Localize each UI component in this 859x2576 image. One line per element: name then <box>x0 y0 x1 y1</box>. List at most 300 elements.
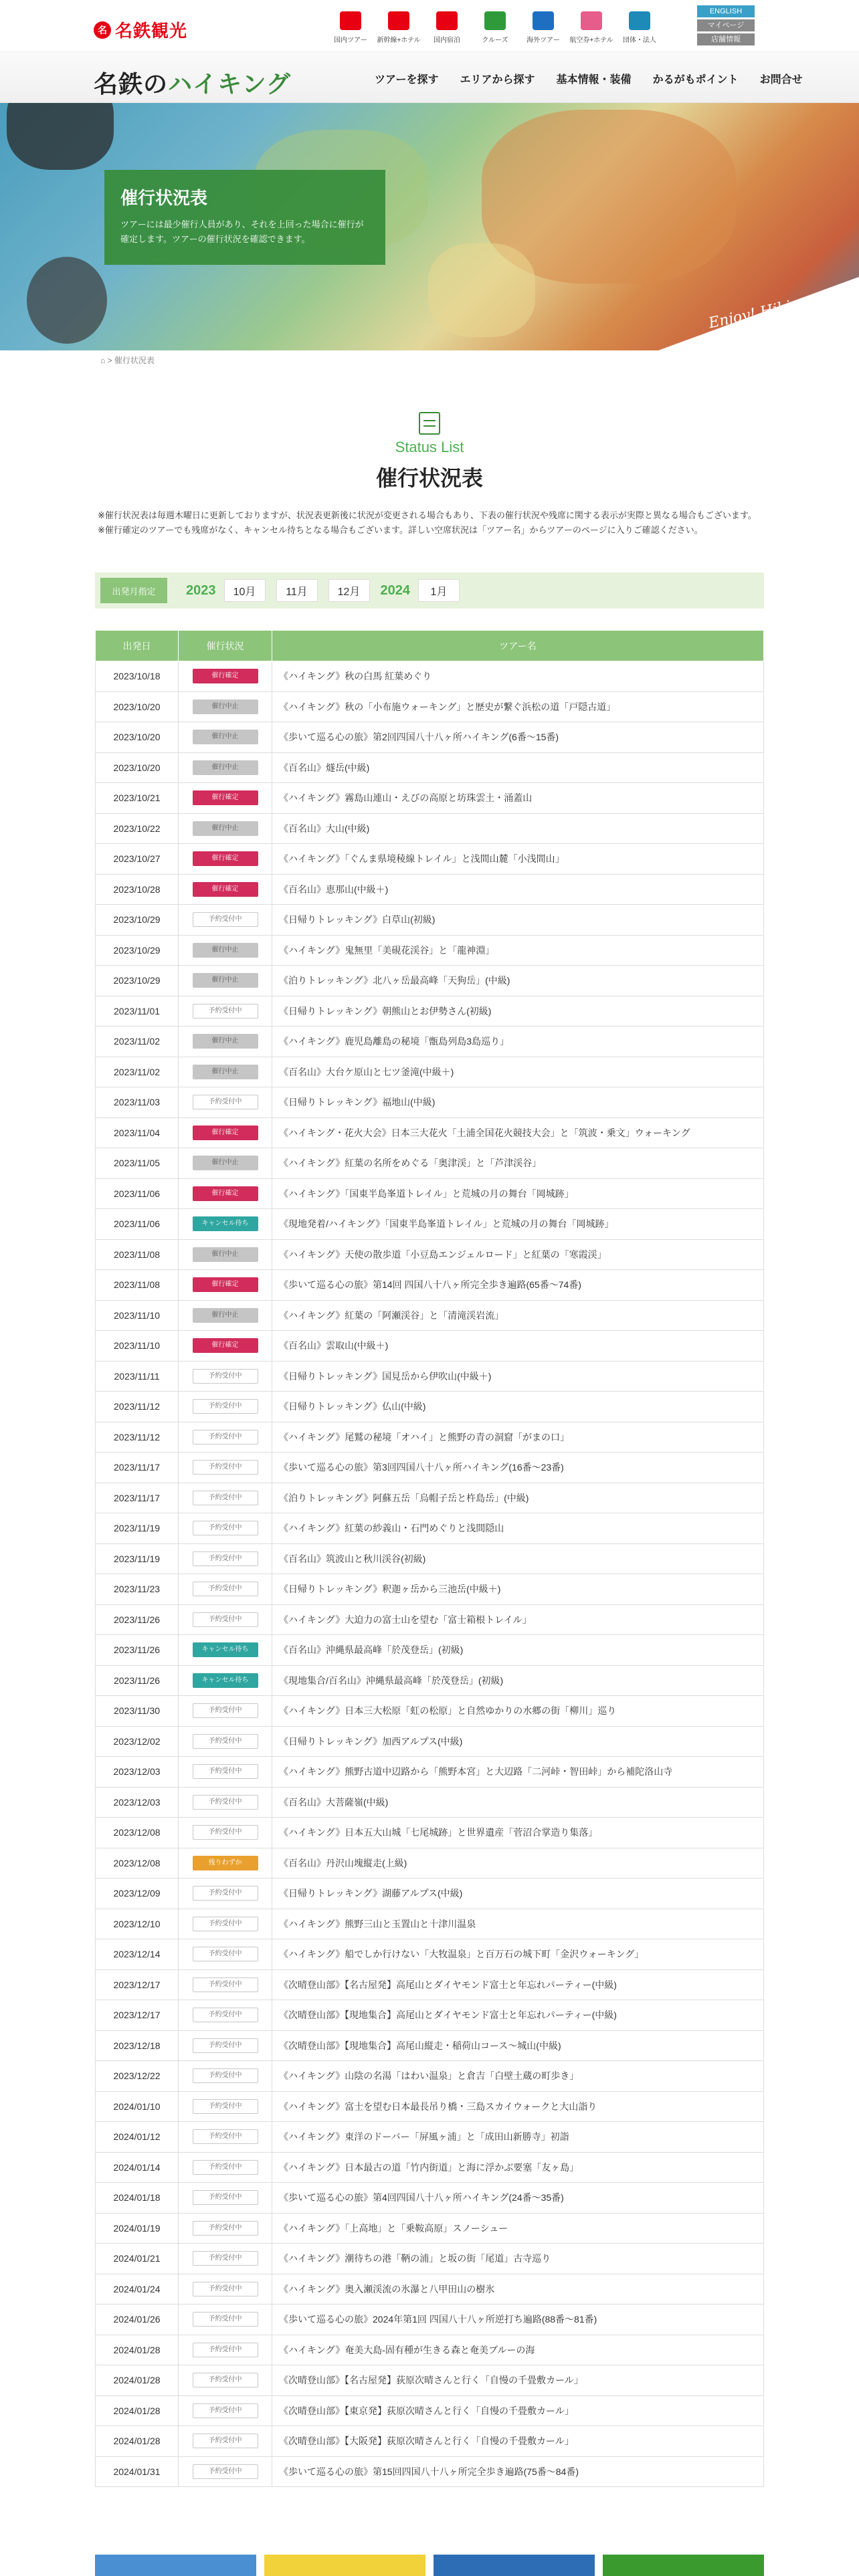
main-nav-link[interactable]: お問合せ <box>759 74 803 86</box>
tour-name-link[interactable]: 《ハイキング》奥入瀬渓流の氷瀑と八甲田山の樹氷 <box>272 2274 764 2304</box>
status-badge: 予約受付中 <box>193 2312 258 2327</box>
tour-name-link[interactable]: 《ハイキング》船でしか行けない「大牧温泉」と百万石の城下町「金沢ウォーキング」 <box>272 1939 764 1970</box>
tour-name-link[interactable]: 《ハイキング》紅葉の紗義山・石門めぐりと浅間隠山 <box>272 1513 764 1544</box>
hero-description: ツアーには最少催行人員があり、それを上回った場合に催行が確定します。ツアーの催行状況を確認できます。 <box>120 219 364 244</box>
status-cell <box>179 2152 272 2183</box>
note-line: ※催行状況表は毎週木曜日に更新しておりますが、状況表更新後に状況が変更される場合もあり、下表の催行状況や残席に関する表示が実際と異なる場合もございます。 <box>98 510 757 520</box>
status-badge: 催行中止 <box>193 1247 258 1262</box>
departure-date: 2024/01/28 <box>96 2335 179 2365</box>
status-badge: 予約受付中 <box>193 2008 258 2022</box>
table-row <box>96 1422 764 1453</box>
tour-name-link[interactable]: 《ハイキング》日本三大松原「虹の松原」と自然ゆかりの水郷の街「柳川」巡り <box>272 1696 764 1727</box>
table-row <box>96 2030 764 2061</box>
status-cell <box>179 1300 272 1331</box>
departure-date: 2023/12/03 <box>96 1787 179 1818</box>
month-button[interactable]: 10月 <box>224 579 266 602</box>
tour-name-link[interactable]: 《日帰りトレッキング》福地山(中級) <box>272 1087 764 1118</box>
tour-name-link[interactable]: 《ハイキング》尾鷲の秘境「オハイ」と熊野の青の洞窟「がまの口」 <box>272 1422 764 1453</box>
tour-name-link[interactable]: 《ハイキング》鹿児島離島の秘境「甑島列島3島巡り」 <box>272 1027 764 1057</box>
status-badge: 予約受付中 <box>193 1551 258 1566</box>
tour-name-link[interactable]: 《百名山》大山(中級) <box>272 813 764 844</box>
tour-name-link[interactable]: 《ハイキング》霧島山連山・えびの高原と坊珠雲土・涌蓋山 <box>272 783 764 814</box>
month-button[interactable]: 11月 <box>276 579 318 602</box>
tour-name-link[interactable]: 《日帰りトレッキング》朝熊山とお伊勢さん(初級) <box>272 996 764 1027</box>
departure-date: 2023/11/11 <box>96 1361 179 1392</box>
table-row <box>96 1574 764 1605</box>
tour-name-link[interactable]: 《ハイキング》鬼無里「美硯花渓谷」と「龍神淵」 <box>272 935 764 966</box>
status-cell <box>179 2426 272 2457</box>
table-row <box>96 1787 764 1818</box>
departure-date: 2024/01/14 <box>96 2152 179 2183</box>
status-badge: 予約受付中 <box>193 2251 258 2266</box>
departure-date: 2023/11/17 <box>96 1453 179 1483</box>
train-icon <box>388 11 409 30</box>
service-nav-label: 新幹線+ホテル <box>377 37 421 44</box>
status-badge: 予約受付中 <box>193 1612 258 1627</box>
status-badge: 催行中止 <box>193 1034 258 1049</box>
note-line: ※催行確定のツアーでも残席がなく、キャンセル待ちとなる場合もございます。詳しい空席状況は「ツアー名」からツアーのページに入りご確認ください。 <box>98 525 703 535</box>
departure-date: 2023/10/22 <box>96 813 179 844</box>
service-nav-item[interactable] <box>471 5 519 48</box>
status-badge: キャンセル待ち <box>193 1673 258 1688</box>
table-row <box>96 1757 764 1788</box>
tour-name-link[interactable]: 《ハイキング》秋の白馬 紅葉めぐり <box>272 661 764 692</box>
main-nav-link[interactable]: ツアーを探す <box>375 74 439 86</box>
tour-name-link[interactable]: 《次晴登山部》【現地集合】高尾山とダイヤモンド富士と年忘れパーティー(中級) <box>272 2000 764 2031</box>
status-cell <box>179 844 272 875</box>
departure-date: 2023/12/14 <box>96 1939 179 1970</box>
building-icon <box>436 11 458 30</box>
status-badge: 予約受付中 <box>193 1521 258 1535</box>
service-nav-label: 団体・法人 <box>623 37 656 44</box>
status-badge: 催行確定 <box>193 669 258 683</box>
departure-date: 2024/01/28 <box>96 2426 179 2457</box>
departure-date: 2023/11/19 <box>96 1543 179 1574</box>
status-cell <box>179 2091 272 2122</box>
departure-date: 2023/11/01 <box>96 996 179 1027</box>
tour-name-link[interactable]: 《ハイキング》日本最古の道「竹内街道」と海に浮かぶ要塞「友ヶ島」 <box>272 2152 764 2183</box>
status-cell <box>179 691 272 722</box>
status-cell <box>179 2274 272 2304</box>
filter-year: 2023 <box>186 582 216 598</box>
status-badge: 催行確定 <box>193 1186 258 1201</box>
departure-date: 2023/12/17 <box>96 2000 179 2031</box>
tour-name-link[interactable]: 《百名山》大台ケ原山と七ツ釜滝(中級＋) <box>272 1057 764 1087</box>
status-cell <box>179 1726 272 1757</box>
table-row <box>96 691 764 722</box>
table-row <box>96 1635 764 1666</box>
departure-date: 2023/11/23 <box>96 1574 179 1605</box>
service-nav-label: 海外ツアー <box>527 37 560 44</box>
status-badge: 予約受付中 <box>193 2343 258 2357</box>
tour-name-link[interactable]: 《泊りトレッキング》北八ヶ岳最高峰「天狗岳」(中級) <box>272 966 764 996</box>
table-row <box>96 1483 764 1513</box>
table-row <box>96 2000 764 2031</box>
status-badge: 催行確定 <box>193 851 258 866</box>
status-cell <box>179 1331 272 1362</box>
table-row <box>96 1909 764 1939</box>
tour-name-link[interactable]: 《歩いて巡る心の旅》第4回四国八十八ヶ所ハイキング(24番〜35番) <box>272 2183 764 2214</box>
status-badge: 予約受付中 <box>193 2403 258 2418</box>
table-row <box>96 1027 764 1057</box>
table-row <box>96 1117 764 1148</box>
hero-banner <box>0 103 859 350</box>
departure-date: 2023/12/22 <box>96 2061 179 2092</box>
hero-title: 催行状況表 <box>120 188 208 208</box>
status-cell <box>179 1818 272 1848</box>
table-row <box>96 1270 764 1301</box>
table-row <box>96 996 764 1027</box>
tour-name-link[interactable]: 《歩いて巡る心の旅》第2回四国八十八ヶ所ハイキング(6番〜15番) <box>272 722 764 753</box>
tour-name-link[interactable]: 《百名山》大菩薩嶺(中級) <box>272 1787 764 1818</box>
table-row <box>96 1087 764 1118</box>
utility-link[interactable]: 店舗情報 <box>697 33 755 45</box>
status-cell <box>179 1178 272 1209</box>
notes <box>98 508 767 538</box>
tour-name-link[interactable]: 《歩いて巡る心の旅》2024年第1回 四国八十八ヶ所逆打ち遍路(88番〜81番) <box>272 2304 764 2335</box>
tour-name-link[interactable]: 《次晴登山部》【現地集合】高尾山縦走・稲荷山コース〜城山(中級) <box>272 2030 764 2061</box>
departure-date: 2023/11/17 <box>96 1483 179 1513</box>
departure-date: 2023/10/29 <box>96 935 179 966</box>
service-nav-label: 国内ツアー <box>334 37 367 44</box>
status-cell <box>179 1543 272 1574</box>
status-badge: 催行中止 <box>193 730 258 744</box>
departure-date: 2023/11/12 <box>96 1392 179 1422</box>
status-cell <box>179 813 272 844</box>
tour-name-link[interactable]: 《ハイキング》山陰の名湯「はわい温泉」と倉吉「白壁土蔵の町歩き」 <box>272 2061 764 2092</box>
camera-decoration <box>7 103 114 170</box>
month-filter <box>95 572 764 609</box>
status-cell <box>179 1787 272 1818</box>
departure-date: 2023/11/06 <box>96 1178 179 1209</box>
status-cell <box>179 2395 272 2426</box>
tour-name-link[interactable]: 《百名山》筑波山と秋川渓谷(初級) <box>272 1543 764 1574</box>
brand-name: 名鉄観光 <box>115 21 188 41</box>
departure-date: 2023/10/27 <box>96 844 179 875</box>
hero-text-box <box>104 170 385 265</box>
table-row <box>96 1209 764 1240</box>
tour-name-link[interactable]: 《次晴登山部》【大阪発】荻原次晴さんと行く「自慢の千畳敷カール」 <box>272 2426 764 2457</box>
departure-date: 2023/11/26 <box>96 1604 179 1635</box>
status-badge: 予約受付中 <box>193 2129 258 2144</box>
status-badge: キャンセル待ち <box>193 1642 258 1657</box>
departure-date: 2024/01/12 <box>96 2122 179 2153</box>
tour-name-link[interactable]: 《歩いて巡る心の旅》第14回 四国八十八ヶ所完全歩き遍路(65番〜74番) <box>272 1270 764 1301</box>
banner[interactable] <box>434 2555 595 2576</box>
tour-name-link[interactable]: 《百名山》燧岳(中級) <box>272 752 764 783</box>
table-row <box>96 874 764 905</box>
status-badge: 催行中止 <box>193 943 258 958</box>
status-cell <box>179 1574 272 1605</box>
status-cell <box>179 2030 272 2061</box>
service-nav-label: 国内宿泊 <box>434 37 460 44</box>
status-badge: 予約受付中 <box>193 2038 258 2053</box>
tour-name-link[interactable]: 《次晴登山部》【東京発】荻原次晴さんと行く「自慢の千畳敷カール」 <box>272 2395 764 2426</box>
banner[interactable] <box>603 2555 764 2576</box>
tour-name-link[interactable]: 《ハイキング》熊野三山と玉置山と十津川温泉 <box>272 1909 764 1939</box>
status-badge: 予約受付中 <box>193 1734 258 1749</box>
departure-date: 2024/01/28 <box>96 2395 179 2426</box>
tour-name-link[interactable]: 《日帰りトレッキング》湖藤アルプス(中級) <box>272 1879 764 1909</box>
tour-name-link[interactable]: 《泊りトレッキング》阿蘇五岳「烏帽子岳と杵島岳」(中級) <box>272 1483 764 1513</box>
status-badge: 予約受付中 <box>193 1399 258 1414</box>
status-badge: 催行中止 <box>193 760 258 775</box>
table-row <box>96 966 764 996</box>
status-cell <box>179 1513 272 1544</box>
status-badge: 予約受付中 <box>193 912 258 927</box>
status-badge: 予約受付中 <box>193 1977 258 1992</box>
tour-name-link[interactable]: 《ハイキング》「ぐんま県境稜線トレイル」と浅間山麓「小浅間山」 <box>272 844 764 875</box>
status-badge: 予約受付中 <box>193 1825 258 1840</box>
status-badge: 予約受付中 <box>193 1095 258 1109</box>
table-row <box>96 2365 764 2396</box>
tour-name-link[interactable]: 《ハイキング》富士を望む日本最長吊り橋・三島スカイウォークと大山詣り <box>272 2091 764 2122</box>
tour-name-link[interactable]: 《日帰りトレッキング》白草山(初級) <box>272 905 764 936</box>
departure-date: 2023/11/02 <box>96 1057 179 1087</box>
table-row <box>96 1361 764 1392</box>
departure-date: 2023/10/28 <box>96 874 179 905</box>
departure-date: 2024/01/28 <box>96 2365 179 2396</box>
departure-date: 2023/11/03 <box>96 1087 179 1118</box>
departure-date: 2023/11/10 <box>96 1300 179 1331</box>
departure-date: 2023/11/05 <box>96 1148 179 1179</box>
utility-link[interactable]: ENGLISH <box>697 5 755 17</box>
service-nav-item[interactable] <box>567 5 615 48</box>
status-cell <box>179 661 272 692</box>
tour-name-link[interactable]: 《歩いて巡る心の旅》第3回四国八十八ヶ所ハイキング(16番〜23番) <box>272 1453 764 1483</box>
table-header-row <box>96 631 764 661</box>
departure-date: 2023/11/30 <box>96 1696 179 1727</box>
hero-tagline: Enjoy! Hiking & Trekking <box>707 290 829 349</box>
table-row <box>96 2091 764 2122</box>
table-row <box>96 1300 764 1331</box>
status-cell <box>179 1392 272 1422</box>
tour-name-link[interactable]: 《ハイキング》「国東半島峯道トレイル」と荒城の月の舞台「岡城跡」 <box>272 1178 764 1209</box>
service-nav-label: クルーズ <box>482 37 508 44</box>
departure-date: 2024/01/31 <box>96 2456 179 2487</box>
service-nav-item[interactable] <box>615 5 664 48</box>
month-button[interactable]: 1月 <box>418 579 460 602</box>
month-button[interactable]: 12月 <box>328 579 370 602</box>
tour-name-link[interactable]: 《ハイキング》潮待ちの港「鞆の浦」と坂の街「尾道」古寺巡り <box>272 2244 764 2274</box>
table-row <box>96 1543 764 1574</box>
ship-icon <box>484 11 506 30</box>
departure-date: 2024/01/18 <box>96 2183 179 2214</box>
service-nav <box>326 5 664 48</box>
status-badge: 予約受付中 <box>193 2099 258 2114</box>
tour-name-link[interactable]: 《次晴登山部》【名古屋発】高尾山とダイヤモンド富士と年忘れパーティー(中級) <box>272 1969 764 2000</box>
table-row <box>96 2183 764 2214</box>
departure-date: 2023/12/08 <box>96 1848 179 1879</box>
departure-date: 2023/11/26 <box>96 1635 179 1666</box>
breadcrumb[interactable]: ⌂ > 催行状況表 <box>100 356 155 365</box>
banner[interactable] <box>264 2555 425 2576</box>
banner[interactable] <box>95 2555 256 2576</box>
tour-name-link[interactable]: 《現地集合/百名山》沖縄県最高峰「於茂登岳」(初級) <box>272 1665 764 1696</box>
main-nav-links <box>375 71 803 86</box>
section-heading <box>0 412 859 492</box>
col-header-status: 催行状況 <box>179 631 272 661</box>
status-badge: 予約受付中 <box>193 1764 258 1779</box>
status-cell <box>179 2335 272 2365</box>
tour-name-link[interactable]: 《歩いて巡る心の旅》第15回四国八十八ヶ所完全歩き遍路(75番〜84番) <box>272 2456 764 2487</box>
table-row <box>96 1178 764 1209</box>
status-badge: 予約受付中 <box>193 2190 258 2205</box>
tour-name-link[interactable]: 《日帰りトレッキング》仏山(中級) <box>272 1392 764 1422</box>
meitetsu-logo-icon: 名 <box>94 21 111 39</box>
tour-name-link[interactable]: 《ハイキング》熊野古道中辺路から「熊野本宮」と大辺路「二河峠・智田峠」から補陀洛山寺 <box>272 1757 764 1788</box>
status-cell <box>179 1696 272 1727</box>
status-cell <box>179 1969 272 2000</box>
main-nav-link[interactable]: かるがもポイント <box>652 74 739 86</box>
status-cell <box>179 1239 272 1270</box>
status-badge: 予約受付中 <box>193 1917 258 1931</box>
service-nav-item[interactable] <box>375 5 423 48</box>
status-cell <box>179 2456 272 2487</box>
tabipod-icon <box>581 11 602 30</box>
utility-links <box>697 5 755 45</box>
table-row <box>96 2244 764 2274</box>
table-row <box>96 1879 764 1909</box>
meitetsu-logo[interactable] <box>94 17 187 42</box>
tour-name-link[interactable]: 《日帰りトレッキング》釈迦ヶ岳から三池岳(中級＋) <box>272 1574 764 1605</box>
section-title-en: Status List <box>395 439 464 455</box>
group-icon <box>629 11 650 30</box>
col-header-tour: ツアー名 <box>272 631 764 661</box>
status-badge: 予約受付中 <box>193 1491 258 1505</box>
status-badge: キャンセル待ち <box>193 1216 258 1231</box>
status-cell <box>179 905 272 936</box>
status-cell <box>179 1909 272 1939</box>
status-cell <box>179 1939 272 1970</box>
tour-name-link[interactable]: 《ハイキング・花火大会》日本三大花火「土浦全国花火競技大会」と「筑波・乗文」ウォーキング <box>272 1117 764 1148</box>
departure-date: 2023/12/02 <box>96 1726 179 1757</box>
departure-date: 2023/10/21 <box>96 783 179 814</box>
status-cell <box>179 2365 272 2396</box>
departure-date: 2023/11/08 <box>96 1239 179 1270</box>
main-navbar <box>0 52 859 103</box>
status-cell <box>179 1665 272 1696</box>
service-nav-item[interactable] <box>326 5 375 48</box>
departure-date: 2023/11/19 <box>96 1513 179 1544</box>
status-cell <box>179 1422 272 1453</box>
status-badge: 催行確定 <box>193 1277 258 1292</box>
status-badge: 催行中止 <box>193 821 258 836</box>
main-nav-link[interactable]: エリアから探す <box>460 74 535 86</box>
tour-name-link[interactable]: 《次晴登山部》【名古屋発】荻原次晴さんと行く「自慢の千畳敷カール」 <box>272 2365 764 2396</box>
tour-name-link[interactable]: 《百名山》雲取山(中級＋) <box>272 1331 764 1362</box>
table-row <box>96 905 764 936</box>
status-cell <box>179 1757 272 1788</box>
service-nav-label: 航空券+ホテル <box>569 37 613 44</box>
status-cell <box>179 1848 272 1879</box>
status-cell <box>179 1087 272 1118</box>
departure-date: 2023/10/20 <box>96 691 179 722</box>
status-table <box>95 630 764 2487</box>
status-badge: 予約受付中 <box>193 1703 258 1718</box>
departure-date: 2023/11/26 <box>96 1665 179 1696</box>
status-badge: 催行中止 <box>193 700 258 714</box>
table-row <box>96 935 764 966</box>
tour-name-link[interactable]: 《ハイキング》天使の散歩道「小豆島エンジェルロード」と紅葉の「寒霞渓」 <box>272 1239 764 1270</box>
tour-name-link[interactable]: 《ハイキング》秋の「小布施ウォーキング」と歴史が繋ぐ浜松の道「戸隠古道」 <box>272 691 764 722</box>
table-row <box>96 1604 764 1635</box>
globe-icon <box>533 11 554 30</box>
table-row <box>96 1939 764 1970</box>
service-nav-item[interactable] <box>519 5 567 48</box>
tour-name-link[interactable]: 《ハイキング》奄美大島-固有種が生きる森と奄美ブルーの海 <box>272 2335 764 2365</box>
departure-date: 2023/12/17 <box>96 1969 179 2000</box>
tour-name-link[interactable]: 《ハイキング》日本五大山城「七尾城跡」と世界遺産「菅沼合掌造り集落」 <box>272 1818 764 1848</box>
status-cell <box>179 1635 272 1666</box>
departure-date: 2023/10/29 <box>96 905 179 936</box>
departure-date: 2023/10/18 <box>96 661 179 692</box>
tour-name-link[interactable]: 《ハイキング》「上高地」と「乗鞍高原」スノーシュー <box>272 2213 764 2244</box>
departure-date: 2023/11/12 <box>96 1422 179 1453</box>
departure-date: 2023/10/20 <box>96 722 179 753</box>
status-badge: 予約受付中 <box>193 1430 258 1444</box>
tour-name-link[interactable]: 《ハイキング》紅葉の名所をめぐる「奥津渓」と「芦津渓谷」 <box>272 1148 764 1179</box>
departure-date: 2023/12/09 <box>96 1879 179 1909</box>
status-cell <box>179 1057 272 1087</box>
departure-date: 2023/11/08 <box>96 1270 179 1301</box>
status-cell <box>179 1483 272 1513</box>
col-header-date: 出発日 <box>96 631 179 661</box>
tour-name-link[interactable]: 《日帰りトレッキング》国見岳から伊吹山(中級＋) <box>272 1361 764 1392</box>
tour-name-link[interactable]: 《百名山》丹沢山塊縦走(上級) <box>272 1848 764 1879</box>
status-badge: 予約受付中 <box>193 2434 258 2448</box>
departure-date: 2024/01/19 <box>96 2213 179 2244</box>
tour-name-link[interactable]: 《ハイキング》東洋のドーバー「屏風ヶ浦」と「成田山新勝寺」初詣 <box>272 2122 764 2153</box>
status-badge: 予約受付中 <box>193 1795 258 1810</box>
main-nav-link[interactable]: 基本情報・装備 <box>556 74 632 86</box>
hiking-logo-main: ハイキング <box>168 71 291 98</box>
status-cell <box>179 935 272 966</box>
table-row <box>96 2152 764 2183</box>
status-cell <box>179 966 272 996</box>
tour-name-link[interactable]: 《ハイキング》大迫力の富士山を望む「富士箱根トレイル」 <box>272 1604 764 1635</box>
tour-name-link[interactable]: 《現地発着/ハイキング》「国東半島峯道トレイル」と荒城の月の舞台「岡城跡」 <box>272 1209 764 1240</box>
watch-decoration <box>27 257 107 344</box>
table-row <box>96 2426 764 2457</box>
tour-name-link[interactable]: 《ハイキング》紅葉の「阿瀬渓谷」と「清滝渓岩流」 <box>272 1300 764 1331</box>
status-badge: 予約受付中 <box>193 2160 258 2175</box>
departure-date: 2023/11/02 <box>96 1027 179 1057</box>
tour-name-link[interactable]: 《百名山》沖縄県最高峰「於茂登岳」(初級) <box>272 1635 764 1666</box>
status-cell <box>179 1209 272 1240</box>
departure-date: 2023/12/08 <box>96 1818 179 1848</box>
status-badge: 催行確定 <box>193 1338 258 1353</box>
status-cell <box>179 783 272 814</box>
utility-link[interactable]: マイページ <box>697 19 755 31</box>
departure-date: 2023/11/04 <box>96 1117 179 1148</box>
status-badge: 予約受付中 <box>193 1886 258 1901</box>
status-badge: 予約受付中 <box>193 2068 258 2083</box>
status-cell <box>179 1361 272 1392</box>
status-badge: 予約受付中 <box>193 1004 258 1018</box>
service-nav-item[interactable] <box>423 5 471 48</box>
status-cell <box>179 996 272 1027</box>
filter-year: 2024 <box>380 582 410 598</box>
table-row <box>96 1057 764 1087</box>
departure-date: 2024/01/24 <box>96 2274 179 2304</box>
status-cell <box>179 1270 272 1301</box>
tour-name-link[interactable]: 《日帰りトレッキング》加西アルプス(中級) <box>272 1726 764 1757</box>
departure-date: 2023/10/29 <box>96 966 179 996</box>
hiking-logo[interactable] <box>94 66 291 100</box>
status-cell <box>179 1604 272 1635</box>
tour-name-link[interactable]: 《百名山》恵那山(中級＋) <box>272 874 764 905</box>
